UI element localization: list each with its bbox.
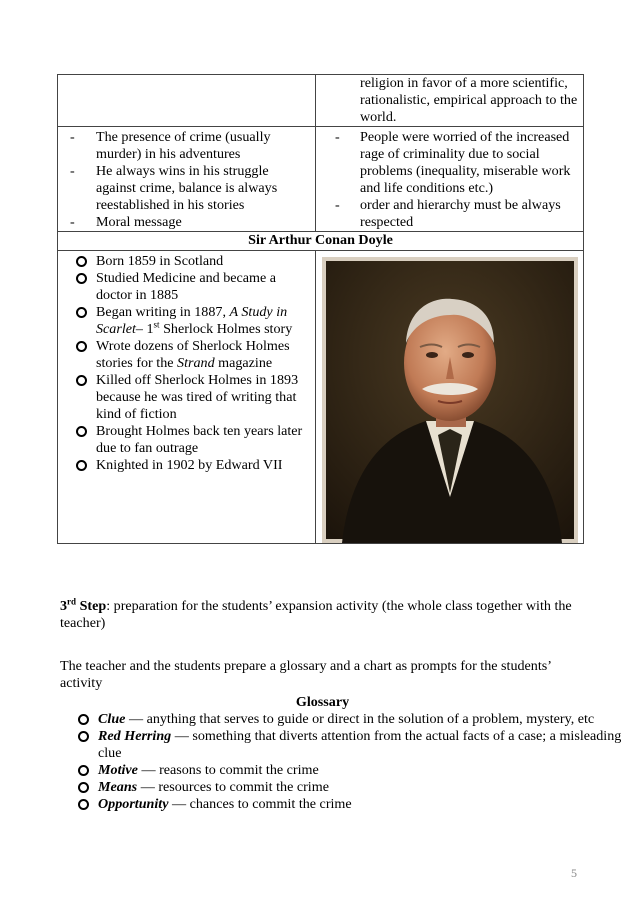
bullet-icon xyxy=(76,426,87,437)
dash-marker: - xyxy=(335,129,340,145)
list-item xyxy=(70,129,311,163)
section-title: Sir Arthur Conan Doyle xyxy=(58,232,584,251)
list-item-text: Sherlock Holmes story xyxy=(159,321,293,337)
table-row xyxy=(58,127,584,232)
dash-marker: - xyxy=(70,163,75,179)
list-item-text: – 1 xyxy=(135,321,154,337)
bullet-icon xyxy=(76,256,87,267)
dash-marker: - xyxy=(70,214,75,230)
table-row xyxy=(58,232,584,251)
list-item-text: order and hierarchy must be always respected xyxy=(360,197,561,230)
bullet-icon xyxy=(78,731,89,742)
step-description: : preparation for the students’ expansion activity (the whole class together with the teacher) xyxy=(60,598,572,631)
list-item-text: Knighted in 1902 by Edward VII xyxy=(96,457,283,473)
features-list xyxy=(58,127,315,231)
glossary-term: Opportunity xyxy=(98,796,169,812)
glossary-definition: — chances to commit the crime xyxy=(168,796,352,812)
glossary-item xyxy=(98,762,623,779)
list-item xyxy=(96,270,311,304)
author-portrait-image xyxy=(322,257,578,543)
list-item xyxy=(96,338,311,372)
list-item-text: magazine xyxy=(214,355,273,371)
step-number: 3 xyxy=(60,598,68,614)
bullet-icon xyxy=(76,460,87,471)
list-item-text: Brought Holmes back ten years later due to fan outrage xyxy=(96,423,303,456)
table-cell xyxy=(58,251,316,544)
list-item-text: People were worried of the increased rage of criminality due to social problems (inequality, miserable work and life conditions etc.) xyxy=(360,129,571,196)
table-cell xyxy=(316,251,584,544)
list-item-text: Moral message xyxy=(96,214,182,230)
bullet-icon xyxy=(76,341,87,352)
bullet-icon xyxy=(76,307,87,318)
glossary-item xyxy=(98,728,623,762)
magazine-title: Strand xyxy=(177,355,215,371)
ordinal-suffix: st xyxy=(153,319,160,330)
book-title: A Study in Scarlet xyxy=(96,304,288,337)
page-number: 5 xyxy=(571,866,577,880)
step-label: Step xyxy=(76,598,107,614)
table-cell-empty xyxy=(58,75,316,127)
glossary-term: Means xyxy=(98,779,138,795)
list-item xyxy=(335,129,579,197)
glossary-definition: — anything that serves to guide or direct in the solution of a problem, mystery, etc xyxy=(125,711,595,727)
glossary-definition: — resources to commit the crime xyxy=(137,779,329,795)
list-item xyxy=(70,214,311,231)
glossary-item xyxy=(98,711,623,728)
bullet-icon xyxy=(78,782,89,793)
list-item xyxy=(96,253,311,270)
bullet-icon xyxy=(76,375,87,386)
list-item-text: Studied Medicine and became a doctor in 1885 xyxy=(96,270,277,303)
glossary-definition: — something that diverts attention from the actual facts of a case; a misleading clue xyxy=(98,728,622,761)
list-item xyxy=(70,163,311,214)
glossary-item xyxy=(98,796,623,813)
table-cell xyxy=(58,127,316,232)
step-heading xyxy=(60,598,585,632)
list-item xyxy=(96,423,311,457)
author-context-table xyxy=(57,74,584,544)
biography-list xyxy=(58,251,315,484)
list-item xyxy=(96,304,311,338)
list-item-text: The presence of crime (usually murder) in his adventures xyxy=(96,129,271,162)
glossary-term: Motive xyxy=(98,762,138,778)
list-item-text: Wrote dozens of Sherlock Holmes stories for the xyxy=(96,338,290,371)
glossary-term: Red Herring xyxy=(98,728,172,744)
bullet-icon xyxy=(76,273,87,284)
intro-paragraph: The teacher and the students prepare a glossary and a chart as prompts for the students’ activity xyxy=(60,658,551,691)
table-cell xyxy=(316,127,584,232)
dash-marker: - xyxy=(70,129,75,145)
table-cell xyxy=(316,75,584,127)
table-row xyxy=(58,75,584,127)
dash-marker: - xyxy=(335,197,340,213)
list-item-text: Killed off Sherlock Holmes in 1893 because he was tired of writing that kind of fiction xyxy=(96,372,299,422)
glossary-list xyxy=(60,711,623,813)
list-item-text: Began writing in 1887, xyxy=(96,304,230,320)
list-item xyxy=(96,457,311,474)
bullet-icon xyxy=(78,799,89,810)
glossary-term: Clue xyxy=(98,711,126,727)
glossary-item xyxy=(98,779,623,796)
table-row xyxy=(58,251,584,544)
bullet-icon xyxy=(78,765,89,776)
context-list xyxy=(316,127,583,231)
list-item-text: He always wins in his struggle against crime, balance is always reestablished in his stories xyxy=(96,163,278,213)
glossary-definition: — reasons to commit the crime xyxy=(137,762,319,778)
list-item xyxy=(335,197,579,231)
bullet-icon xyxy=(78,714,89,725)
list-item xyxy=(96,372,311,423)
glossary-title: Glossary xyxy=(295,694,350,710)
continued-text: religion in favor of a more scientific, rationalistic, empirical approach to the world. xyxy=(360,75,578,125)
list-item-text: Born 1859 in Scotland xyxy=(96,253,224,269)
ordinal-suffix: rd xyxy=(67,596,77,607)
